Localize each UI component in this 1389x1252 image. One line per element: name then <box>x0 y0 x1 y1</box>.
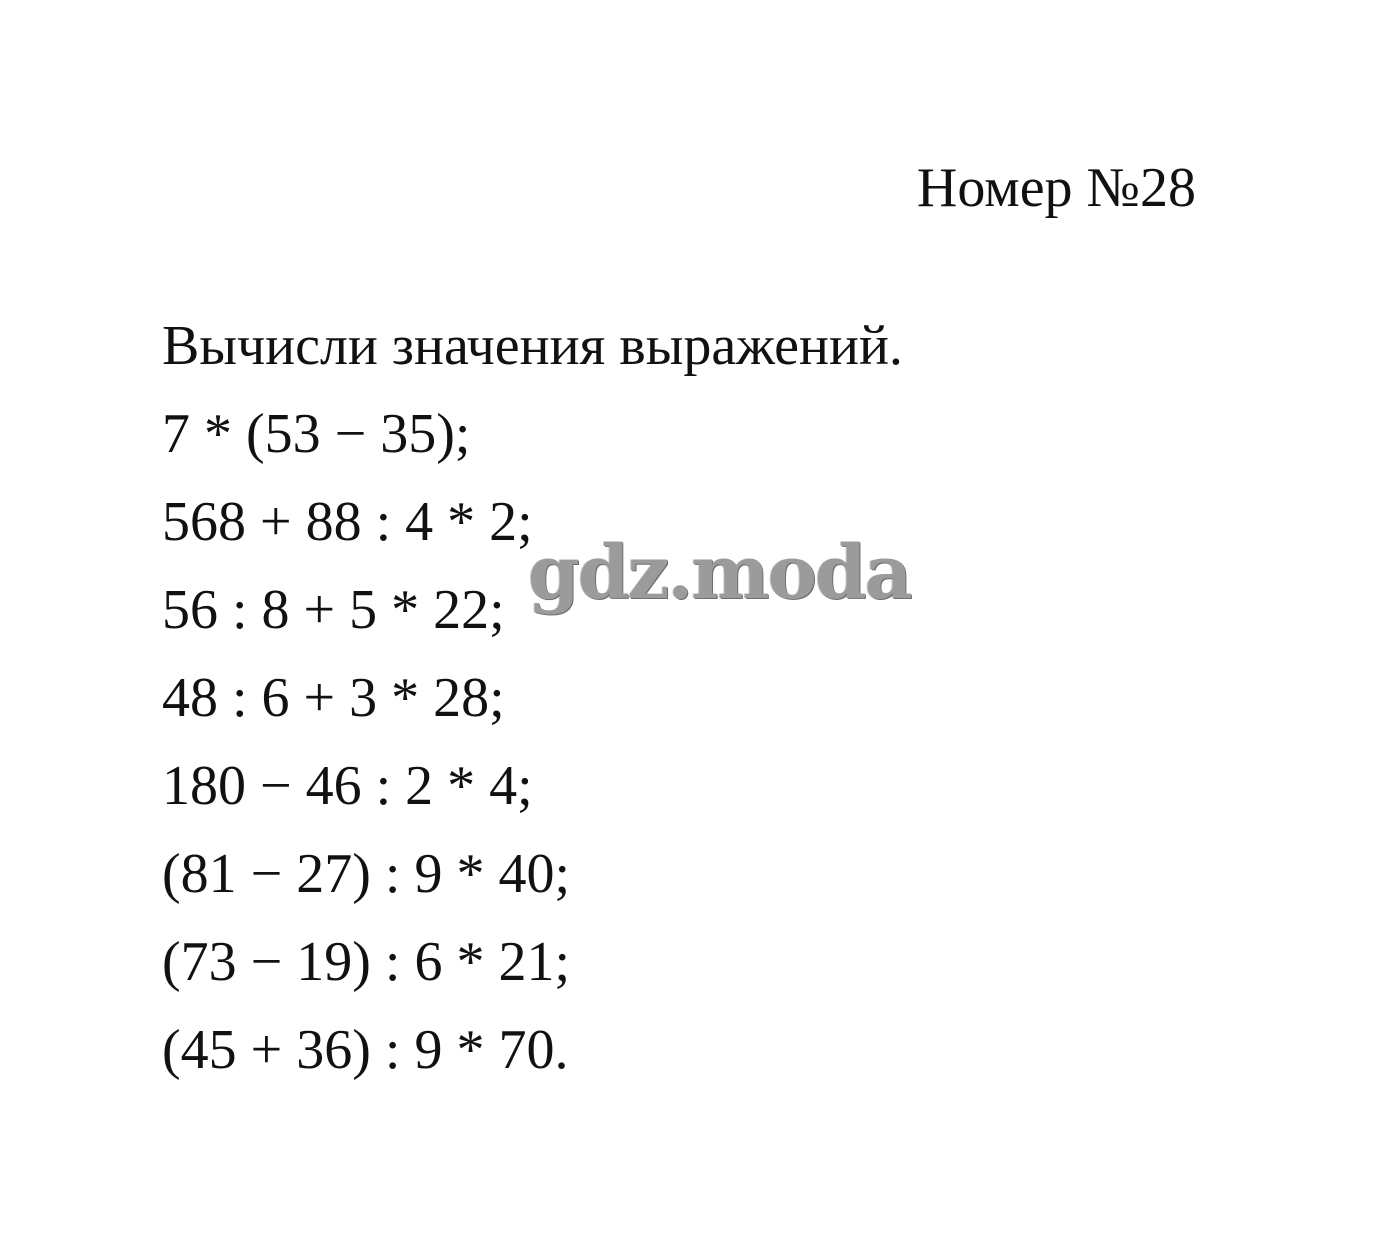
watermark-logo: gdz.moda <box>528 530 911 616</box>
expression-3: 56 : 8 + 5 * 22; <box>162 579 505 641</box>
task-body <box>162 302 903 1094</box>
expression-7: (73 − 19) : 6 * 21; <box>162 931 570 993</box>
expression-8: (45 + 36) : 9 * 70. <box>162 1019 569 1081</box>
expression-2: 568 + 88 : 4 * 2; <box>162 491 533 553</box>
task-number-heading: Номер №28 <box>916 157 1196 219</box>
expression-4: 48 : 6 + 3 * 28; <box>162 667 505 729</box>
expression-5: 180 − 46 : 2 * 4; <box>162 755 533 817</box>
expression-1: 7 * (53 − 35); <box>162 403 471 465</box>
task-instruction: Вычисли значения выражений. <box>162 315 903 377</box>
expression-6: (81 − 27) : 9 * 40; <box>162 843 570 905</box>
